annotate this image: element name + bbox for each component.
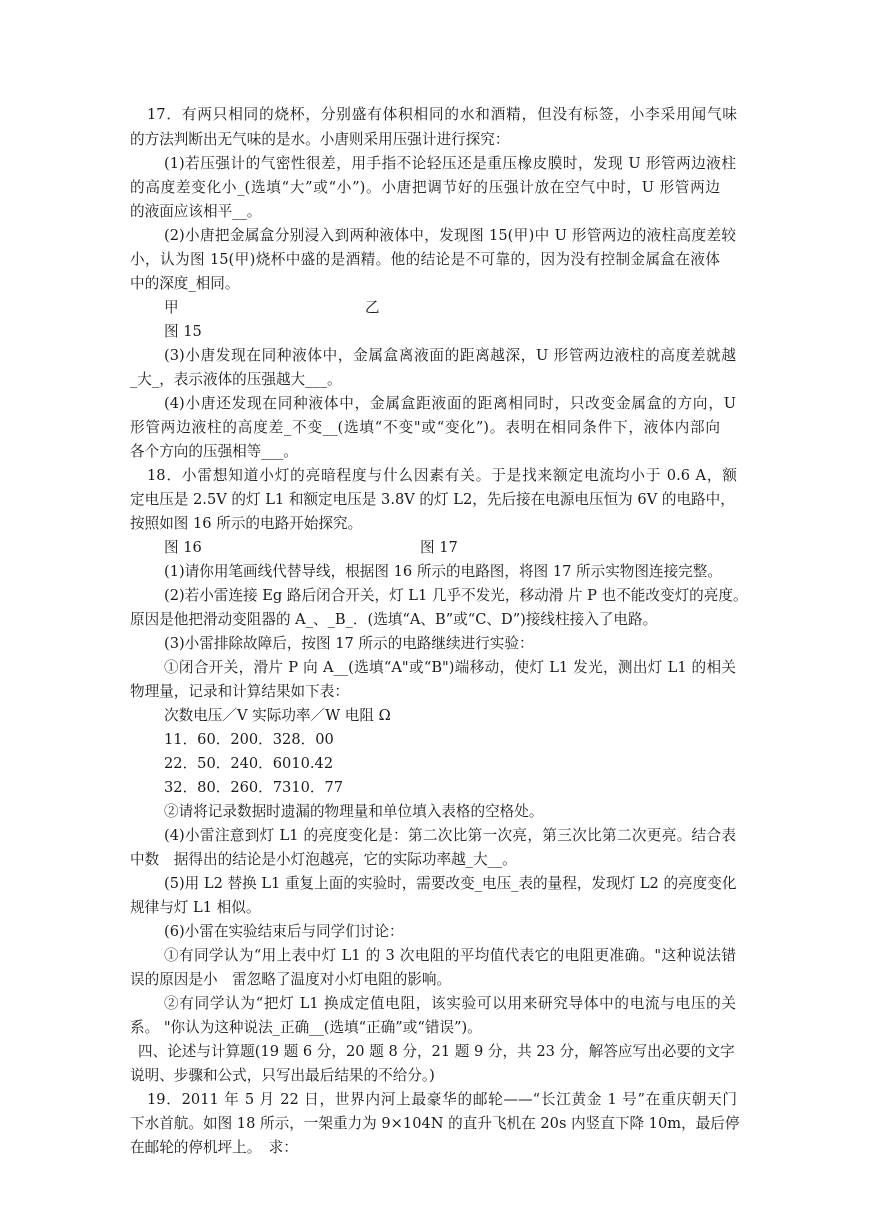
q18-part5-line-1: (5)用 L2 替换 L1 重复上面的实验时，需要改变_电压_表的量程，发现灯 L2 的亮度变化 bbox=[164, 875, 737, 892]
q19-line-2: 下水首航。如图 18 所示，一架重力为 9×104N 的直升飞机在 20s 内竖直下降 10m，最后停 bbox=[130, 1115, 740, 1132]
q19-line-1: 19．2011 年 5 月 22 日，世界内河上最豪华的邮轮——“长江黄金 1 号”在重庆朝天门 bbox=[147, 1091, 737, 1108]
q18-part3: (3)小雷排除故障后，按图 17 所示的电路继续进行实验： bbox=[164, 635, 534, 652]
data-table-row: 22．50．240．6010.42 bbox=[164, 755, 334, 772]
q17-part4-line-2: 形管两边液柱的高度差_不变__(选填“不变"或“变化”)。表明在相同条件下，液体内部向 bbox=[130, 419, 720, 436]
q18-part5-line-2: 规律与灯 L1 相似。 bbox=[130, 899, 261, 916]
q17-intro-line-1: 17．有两只相同的烧杯，分别盛有体积相同的水和酒精，但没有标签，小李采用闻气味 bbox=[147, 106, 737, 123]
q17-part4-line-1: (4)小唐还发现在同种液体中，金属盒距液面的距离相同时，只改变金属盒的方向，U bbox=[164, 395, 736, 412]
q17-part1-line-1: (1)若压强计的气密性很差，用手指不论轻压还是重压橡皮膜时，发现 U 形管两边液柱 bbox=[164, 155, 736, 172]
q18-part6b-line-2: 系。 "你认为这种说法_正确__(选填“正确”或“错误”)。 bbox=[130, 1019, 482, 1036]
q18-part3b: ②请将记录数据时遗漏的物理量和单位填入表格的空格处。 bbox=[164, 803, 544, 820]
section-4-heading-line-2: 说明、步骤和公式，只写出最后结果的不给分。) bbox=[130, 1067, 435, 1084]
q17-part1-line-3: 的液面应该相平__。 bbox=[130, 203, 262, 220]
q18-part3a-line-1: ①闭合开关，滑片 P 向 A__(选填“A"或“B")端移动，使灯 L1 发光，测出灯 L1 的相关 bbox=[164, 659, 736, 676]
q18-part3a-line-2: 物理量，记录和计算结果如下表： bbox=[130, 683, 349, 700]
q18-part6a-line-2: 误的原因是小 雷忽略了温度对小灯电阻的影响。 bbox=[130, 971, 452, 988]
q17-part2-line-1: (2)小唐把金属盒分别浸入到两种液体中，发现图 15(甲)中 U 形管两边的液柱高度差较 bbox=[164, 227, 736, 244]
q19-line-3: 在邮轮的停机坪上。 求： bbox=[130, 1139, 298, 1156]
data-table-header: 次数电压／V 实际功率／W 电阻 Ω bbox=[164, 707, 391, 724]
fig15-label-left: 甲 bbox=[164, 299, 179, 316]
q17-part4-line-3: 各个方向的压强相等___。 bbox=[130, 443, 298, 460]
q17-part3-line-1: (3)小唐发现在同种液体中，金属盒离液面的距离越深，U 形管两边液柱的高度差就越 bbox=[164, 347, 736, 364]
q18-part4-line-2: 中数 据得出的结论是小灯泡越亮，它的实际功率越_大__。 bbox=[130, 851, 517, 868]
q17-part3-line-2: _大_，表示液体的压强越大___。 bbox=[130, 371, 342, 388]
q18-part1: (1)请你用笔画线代替导线，根据图 16 所示的电路图，将图 17 所示实物图连接完整。 bbox=[164, 563, 722, 580]
q18-part6b-line-1: ②有同学认为“把灯 L1 换成定值电阻，该实验可以用来研究导体中的电流与电压的关 bbox=[164, 995, 736, 1012]
section-4-heading-line-1: 四、论述与计算题(19 题 6 分，20 题 8 分，21 题 9 分，共 23 分，解答应写出必要的文字 bbox=[138, 1043, 735, 1060]
q18-part2-line-1: (2)若小雷连接 Eg 路后闭合开关，灯 L1 几乎不发光，移动滑 片 P 也不能改变灯的亮度。 bbox=[164, 587, 748, 604]
q17-part1-line-2: 的高度差变化小_(选填“大”或“小”)。小唐把调节好的压强计放在空气中时，U 形管两边 bbox=[130, 179, 720, 196]
q18-part6a-line-1: ①有同学认为“用上表中灯 L1 的 3 次电阻的平均值代表它的电阻更准确。"这种说法错 bbox=[164, 947, 736, 964]
fig15-label-right: 乙 bbox=[365, 299, 380, 316]
q17-intro-line-2: 的方法判断出无气味的是水。小唐则采用压强计进行探究： bbox=[130, 131, 510, 148]
q18-part6: (6)小雷在实验结束后与同学们讨论： bbox=[164, 923, 404, 940]
data-table-row: 11．60．200．328．00 bbox=[164, 731, 334, 748]
q18-part2-line-2: 原因是他把滑动变阻器的 A_、_B_．(选填“A、B”或“C、D”)接线柱接入了电路。 bbox=[130, 611, 658, 628]
q18-intro-line-3: 按照如图 16 所示的电路开始探究。 bbox=[130, 515, 363, 532]
fig16-caption: 图 16 bbox=[164, 539, 202, 556]
q18-part4-line-1: (4)小雷注意到灯 L1 的亮度变化是：第二次比第一次亮，第三次比第二次更亮。结合表 bbox=[164, 827, 736, 844]
fig17-caption: 图 17 bbox=[420, 539, 458, 556]
q17-part2-line-3: 中的深度_相同。 bbox=[130, 275, 240, 292]
q18-intro-line-1: 18．小雷想知道小灯的亮暗程度与什么因素有关。于是找来额定电流均小于 0.6 A，额 bbox=[147, 467, 737, 484]
q17-part2-line-2: 小，认为图 15(甲)烧杯中盛的是酒精。他的结论是不可靠的，因为没有控制金属盒在液体 bbox=[130, 251, 720, 268]
q18-intro-line-2: 定电压是 2.5V 的灯 L1 和额定电压是 3.8V 的灯 L2，先后接在电源电压恒为 6V 的电路中， bbox=[130, 491, 735, 508]
fig15-caption: 图 15 bbox=[164, 323, 202, 340]
data-table-row: 32．80．260．7310．77 bbox=[164, 779, 344, 796]
